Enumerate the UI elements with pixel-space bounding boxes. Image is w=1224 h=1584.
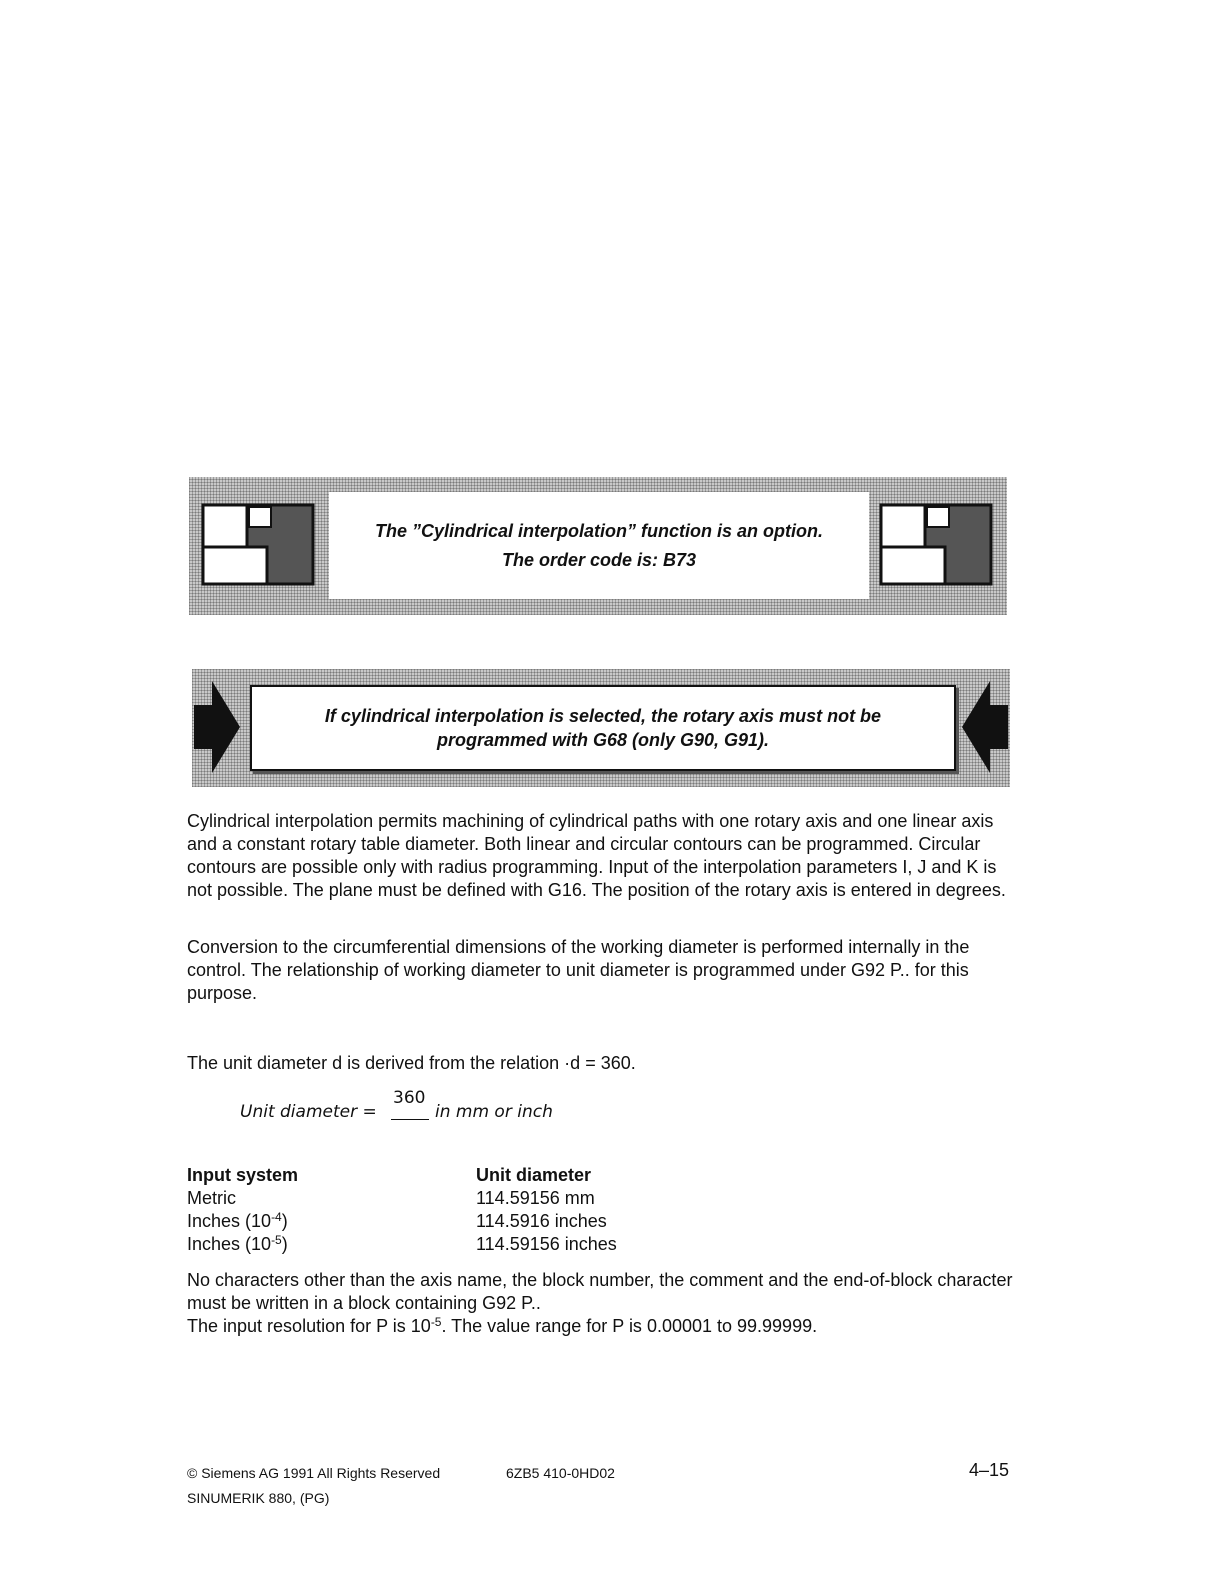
arrow-left-icon	[960, 677, 1008, 777]
closing-line2: The input resolution for P is $10^{-5}$. The value range for P is 0.00001 to 99.99999.	[187, 1315, 818, 1336]
cell-input-system: Inches $(10^{-5})$	[187, 1233, 288, 1254]
table-row	[187, 1233, 787, 1256]
table-row	[187, 1210, 787, 1233]
unit-diameter-table	[187, 1164, 787, 1256]
formula-rhs: in mm or inch	[435, 1102, 553, 1122]
footer-order-code: 6ZB5 410-0HD02	[506, 1465, 615, 1481]
option-note-line2: The order code is: B73	[501, 549, 697, 570]
paragraph-intro: Cylindrical interpolation permits machining of cylindrical paths with one rotary axis and one linear axis and a constant rotary table diameter. Both linear and circular contours can be programmed. Circular contours are possible only with radius programming. Input of the interpolation parameters I, J and K is not possible. The plane must be defined with G16. The position of the rotary axis is entered in degrees.	[187, 811, 1006, 900]
header-input-system: Input system	[187, 1165, 299, 1185]
closing-line1: No characters other than the axis name, the block number, the comment and the end-of-block character must be written in a block containing G92 P..	[187, 1270, 1013, 1313]
option-note-box	[189, 477, 1007, 615]
arrow-right-icon	[194, 677, 242, 777]
cell-unit-diameter: 114.59156 mm	[476, 1188, 595, 1208]
option-l-icon-left	[201, 503, 315, 587]
table-header-row	[187, 1164, 787, 1187]
paragraph-conversion: Conversion to the circumferential dimensions of the working diameter is performed internally in the control. The relationship of working diameter to unit diameter is programmed under G92 P.. for this purpose.	[187, 937, 970, 1003]
option-note-line1: The ”Cylindrical interpolation” function is an option.	[374, 520, 823, 541]
paragraph-closing	[187, 1269, 1017, 1338]
table-row	[187, 1187, 787, 1210]
option-l-icon-right	[879, 503, 993, 587]
warning-note-line1: If cylindrical interpolation is selected, the rotary axis must not be	[324, 706, 882, 726]
option-note-panel	[329, 492, 869, 599]
formula-numerator: 360	[393, 1088, 426, 1108]
cell-input-system: Inches $(10^{-4})$	[187, 1210, 288, 1231]
formula-fraction-bar	[391, 1119, 429, 1120]
paragraph-relation: The unit diameter d is derived from the relation ·d = 360.	[187, 1053, 636, 1073]
formula-lhs: Unit diameter =	[240, 1102, 377, 1122]
cell-unit-diameter: 114.5916 inches	[476, 1211, 607, 1231]
warning-note-line2: programmed with G68 (only G90, G91).	[436, 730, 770, 750]
page-number: 4–15	[968, 1460, 1009, 1480]
warning-note-box	[192, 669, 1010, 787]
footer-copyright: © Siemens AG 1991 All Rights Reserved	[187, 1465, 441, 1481]
header-unit-diameter: Unit diameter	[476, 1165, 592, 1185]
cell-input-system: Metric	[187, 1188, 236, 1208]
footer-product: SINUMERIK 880, (PG)	[187, 1490, 330, 1506]
warning-note-panel	[250, 685, 956, 771]
cell-unit-diameter: 114.59156 inches	[476, 1234, 617, 1254]
